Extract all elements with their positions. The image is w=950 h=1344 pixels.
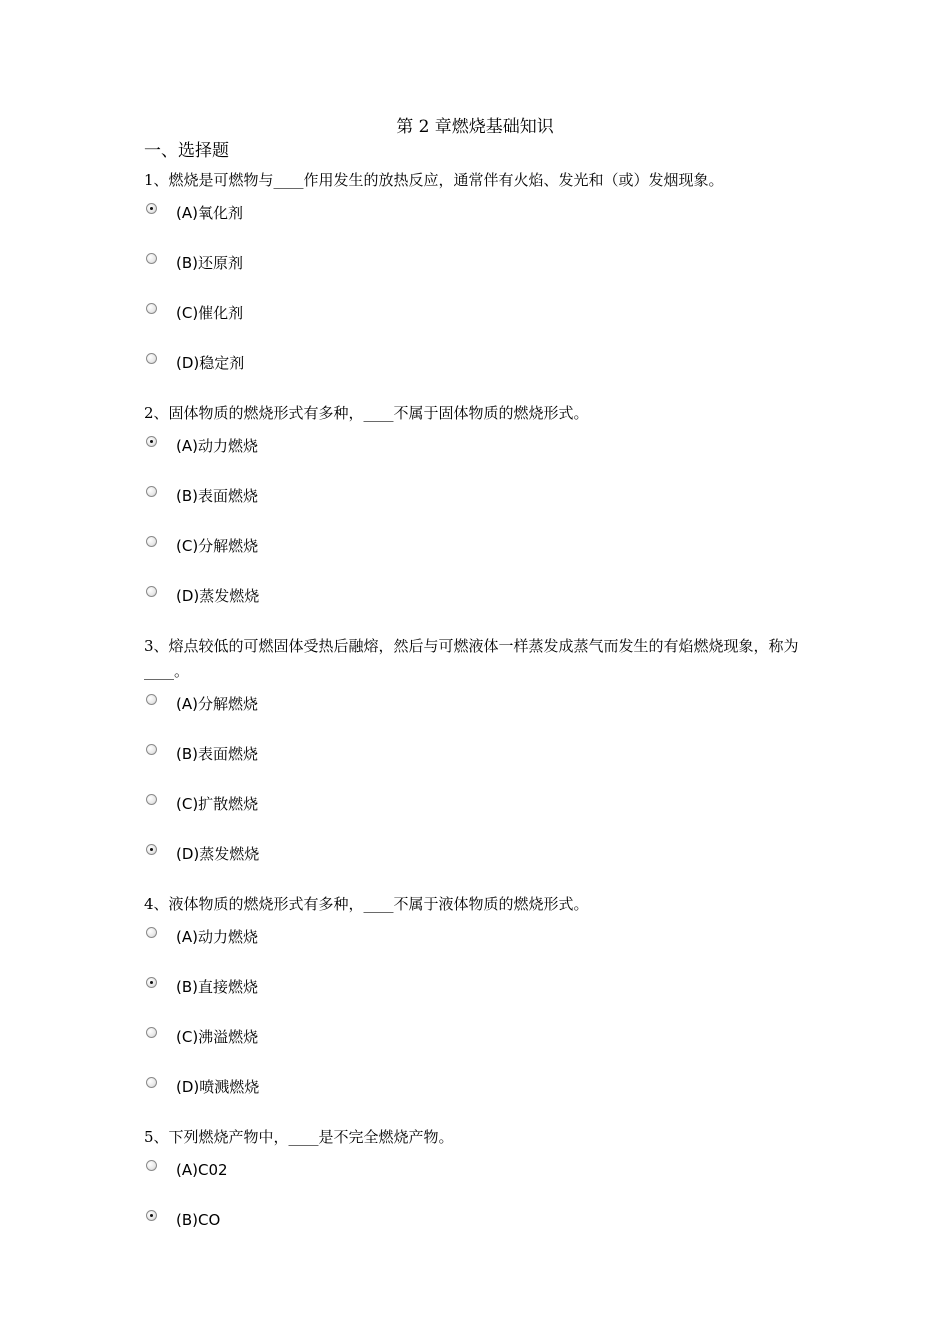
answer-option[interactable] — [144, 584, 814, 634]
answer-option[interactable] — [144, 1208, 814, 1258]
answer-option[interactable] — [144, 534, 814, 584]
option-group — [144, 1158, 814, 1258]
radio-checked-icon[interactable] — [146, 977, 157, 988]
radio-unchecked-icon[interactable] — [146, 694, 157, 705]
answer-option[interactable] — [144, 251, 814, 301]
question-list — [144, 168, 814, 1258]
radio-unchecked-icon[interactable] — [146, 744, 157, 755]
option-label: (C)催化剂 — [176, 304, 244, 322]
radio-checked-icon[interactable] — [146, 1210, 157, 1221]
option-label: (D)蒸发燃烧 — [176, 845, 260, 863]
radio-unchecked-icon[interactable] — [146, 927, 157, 938]
option-group — [144, 434, 814, 634]
answer-option[interactable] — [144, 742, 814, 792]
option-label: (A)分解燃烧 — [176, 695, 258, 713]
option-label: (C)分解燃烧 — [176, 537, 259, 555]
answer-option[interactable] — [144, 692, 814, 742]
option-label: (A)动力燃烧 — [176, 928, 258, 946]
answer-option[interactable] — [144, 1025, 814, 1075]
question-5 — [144, 1125, 814, 1258]
answer-option[interactable] — [144, 434, 814, 484]
answer-option[interactable] — [144, 351, 814, 401]
answer-option[interactable] — [144, 842, 814, 892]
question-2 — [144, 401, 814, 634]
option-label: (A)动力燃烧 — [176, 437, 258, 455]
page-title: 第 2 章燃烧基础知识 — [396, 117, 554, 137]
section-heading: 一、选择题 — [144, 141, 229, 161]
option-label: (A)C02 — [176, 1161, 228, 1179]
radio-checked-icon[interactable] — [146, 436, 157, 447]
radio-unchecked-icon[interactable] — [146, 303, 157, 314]
option-group — [144, 201, 814, 401]
option-label: (C)扩散燃烧 — [176, 795, 259, 813]
radio-unchecked-icon[interactable] — [146, 1160, 157, 1171]
question-text: 3、熔点较低的可燃固体受热后融熔，然后与可燃液体一样蒸发成蒸气而发生的有焰燃烧现象，称为____。 — [144, 637, 799, 680]
answer-option[interactable] — [144, 792, 814, 842]
radio-unchecked-icon[interactable] — [146, 253, 157, 264]
answer-option[interactable] — [144, 975, 814, 1025]
option-label: (C)沸溢燃烧 — [176, 1028, 259, 1046]
option-group — [144, 692, 814, 892]
radio-checked-icon[interactable] — [146, 203, 157, 214]
option-label: (B)直接燃烧 — [176, 978, 258, 996]
radio-unchecked-icon[interactable] — [146, 536, 157, 547]
question-4 — [144, 892, 814, 1125]
question-text: 2、固体物质的燃烧形式有多种，____不属于固体物质的燃烧形式。 — [144, 404, 589, 422]
option-label: (B)表面燃烧 — [176, 487, 258, 505]
question-3 — [144, 634, 814, 892]
option-label: (D)稳定剂 — [176, 354, 245, 372]
radio-checked-icon[interactable] — [146, 844, 157, 855]
option-label: (B)还原剂 — [176, 254, 243, 272]
option-group — [144, 925, 814, 1125]
answer-option[interactable] — [144, 301, 814, 351]
answer-option[interactable] — [144, 484, 814, 534]
radio-unchecked-icon[interactable] — [146, 586, 157, 597]
radio-unchecked-icon[interactable] — [146, 794, 157, 805]
question-text: 4、液体物质的燃烧形式有多种，____不属于液体物质的燃烧形式。 — [144, 895, 589, 913]
question-1 — [144, 168, 814, 401]
option-label: (B)CO — [176, 1211, 221, 1229]
option-label: (D)蒸发燃烧 — [176, 587, 260, 605]
radio-unchecked-icon[interactable] — [146, 353, 157, 364]
answer-option[interactable] — [144, 1075, 814, 1125]
answer-option[interactable] — [144, 925, 814, 975]
option-label: (D)喷溅燃烧 — [176, 1078, 260, 1096]
option-label: (A)氧化剂 — [176, 204, 243, 222]
radio-unchecked-icon[interactable] — [146, 486, 157, 497]
question-text: 1、燃烧是可燃物与____作用发生的放热反应，通常伴有火焰、发光和（或）发烟现象。 — [144, 171, 724, 189]
question-text: 5、下列燃烧产物中，____是不完全燃烧产物。 — [144, 1128, 454, 1146]
answer-option[interactable] — [144, 1158, 814, 1208]
radio-unchecked-icon[interactable] — [146, 1077, 157, 1088]
radio-unchecked-icon[interactable] — [146, 1027, 157, 1038]
option-label: (B)表面燃烧 — [176, 745, 258, 763]
answer-option[interactable] — [144, 201, 814, 251]
